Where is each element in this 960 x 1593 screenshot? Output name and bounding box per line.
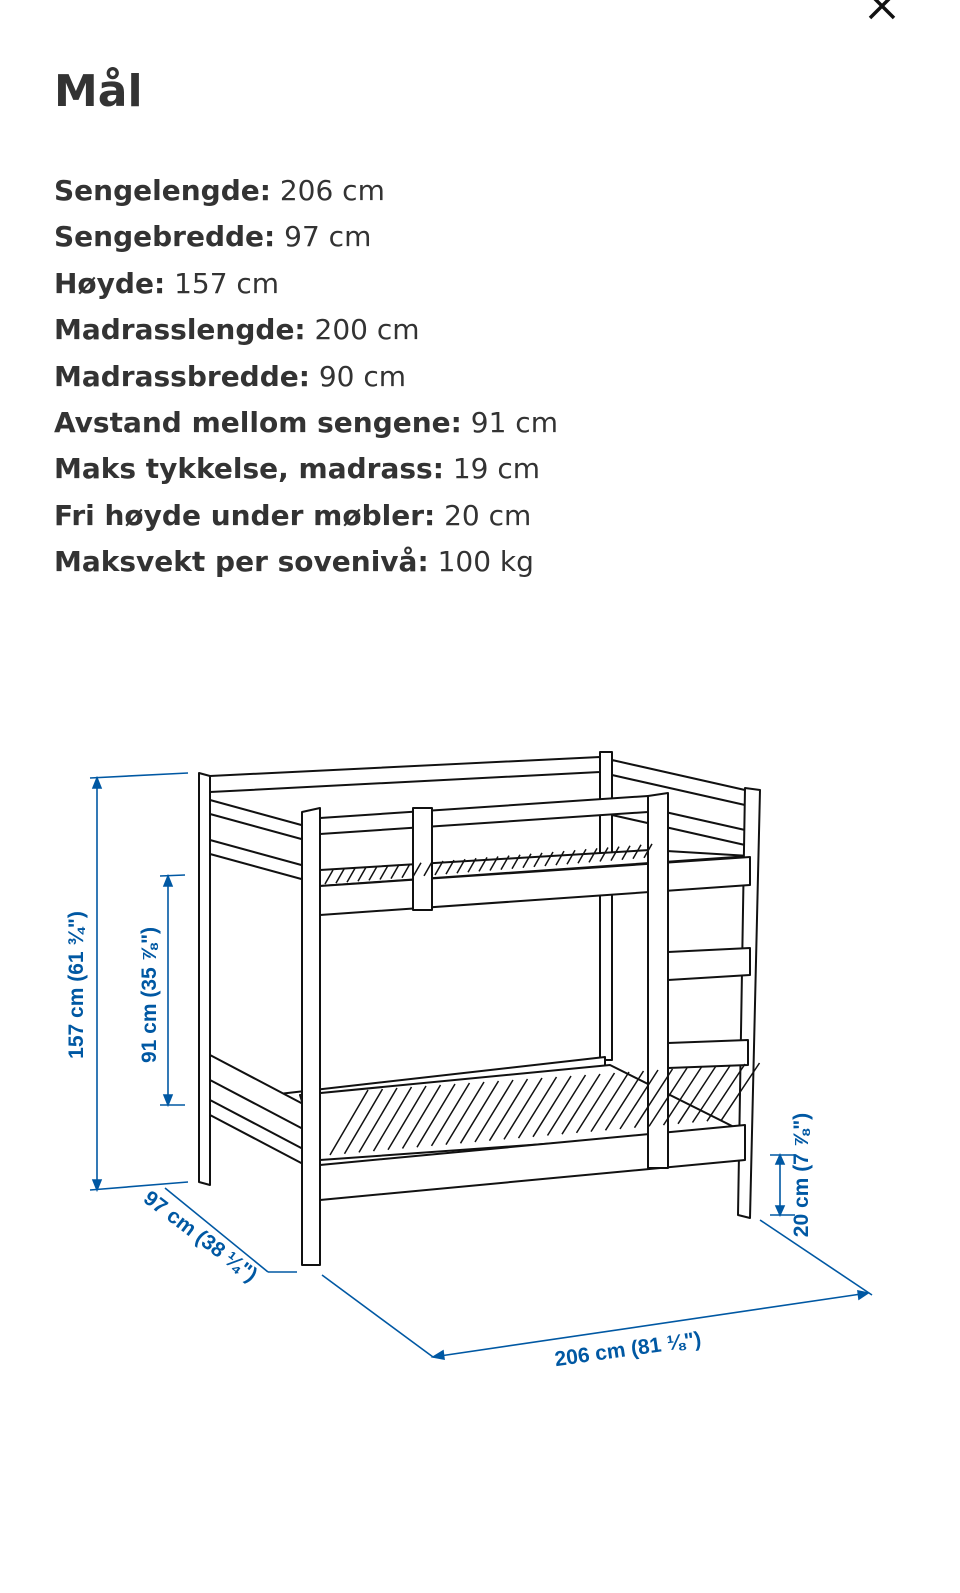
width-dimension-label: 97 cm (38 ¼")	[139, 1186, 262, 1287]
height-dimension-label: 157 cm (61 ¾")	[65, 911, 88, 1059]
spec-value: 91 cm	[470, 406, 558, 440]
length-dimension-label: 206 cm (81 ⅛")	[553, 1327, 703, 1372]
spec-value: 19 cm	[452, 452, 541, 486]
spec-label: Fri høyde under møbler:	[54, 498, 436, 532]
spec-label: Maksvekt per sovenivå:	[54, 545, 429, 579]
back-left-post	[199, 773, 210, 1185]
front-left-post	[302, 808, 320, 1265]
clearance-dimension-label: 20 cm (7 ⅞")	[790, 1112, 813, 1238]
spec-label: Madrasslengde:	[54, 313, 306, 347]
spec-label: Madrassbredde:	[54, 359, 310, 393]
spec-value: 90 cm	[318, 359, 407, 393]
spec-label: Avstand mellom sengene:	[54, 406, 462, 440]
spec-value: 97 cm	[284, 220, 372, 254]
spec-value: 20 cm	[444, 498, 532, 532]
spec-label: Sengelengde:	[54, 174, 271, 207]
spec-label: Høyde:	[54, 266, 166, 300]
spec-value: 206 cm	[279, 174, 385, 207]
spec-value: 100 kg	[437, 545, 534, 579]
spec-label: Sengebredde:	[54, 220, 276, 254]
between-beds-dimension-label: 91 cm (35 ⅞")	[138, 926, 161, 1064]
page-title: Mål	[54, 66, 143, 117]
spec-value: 200 cm	[314, 313, 420, 347]
spec-value: 157 cm	[174, 266, 280, 300]
spec-label: Maks tykkelse, madrass:	[54, 452, 444, 486]
